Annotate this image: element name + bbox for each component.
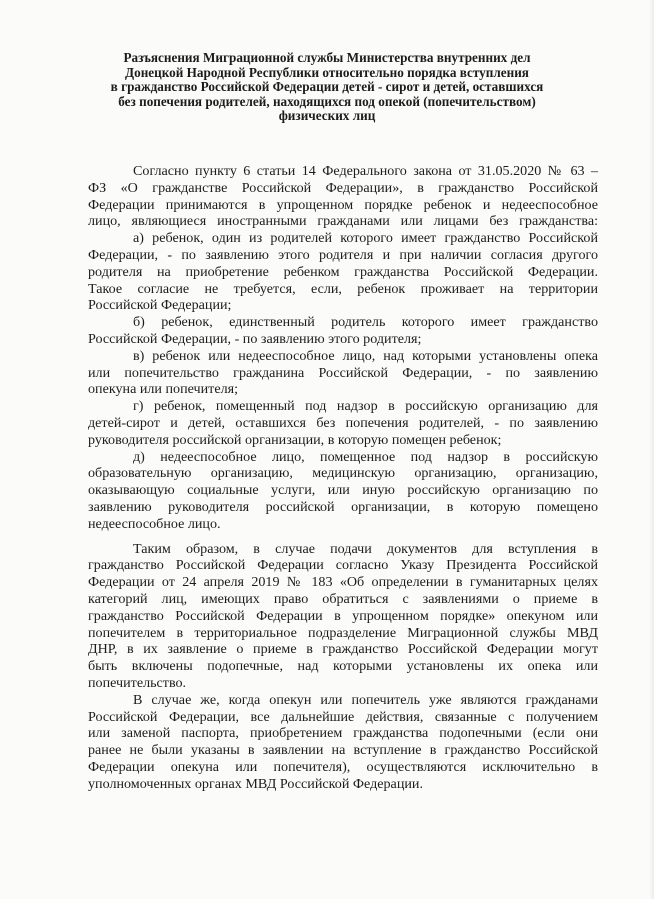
text-line: попечителем в территориальное подразделение Миграционной службы МВД <box>88 624 598 641</box>
paragraph-intro <box>88 163 598 230</box>
page-edge-shadow <box>649 0 654 899</box>
paragraph-item-c <box>88 348 598 398</box>
text-line: Таким образом, в случае подачи документов для вступления в <box>133 540 598 557</box>
title-line: физических лиц <box>278 108 376 124</box>
text-line: недееспособное лицо. <box>88 515 221 532</box>
paragraph-item-a <box>88 230 598 314</box>
text-line: опекуна или попечителя; <box>88 381 239 398</box>
document-body <box>88 163 598 792</box>
text-line: ФЗ «О гражданстве Российской Федерации», в гражданство Российской <box>88 179 598 196</box>
text-line: заявлению руководителя российской организации, в которую помещено <box>88 498 598 515</box>
paragraph-item-e <box>88 449 598 533</box>
text-line: родителя на приобретение ребенком гражданства Российской Федерации. <box>88 263 598 280</box>
text-line: или попечительство гражданина Российской Федерации, - по заявлению <box>88 364 598 381</box>
paragraph-gap <box>88 533 598 541</box>
text-line: д) недееспособное лицо, помещенное под надзор в российскую <box>133 448 598 465</box>
text-line: ДНР, в их заявление о приеме в гражданство Российской Федерации могут <box>88 641 598 658</box>
title-line: без попечения родителей, находящихся под опекой (попечительством) <box>118 93 536 109</box>
text-line: лицо, являющиеся иностранными гражданами или лицами без гражданства: <box>88 213 598 230</box>
paragraph-item-b <box>88 314 598 348</box>
text-line: ранее не были указаны в заявлении на вступление в гражданство Российской <box>88 742 598 759</box>
text-line: попечительство. <box>88 674 187 691</box>
paragraph-conclusion <box>88 541 598 692</box>
text-line: образовательную организацию, медицинскую организацию, организацию, <box>88 465 598 482</box>
text-line: Российской Федерации, все дальнейшие действия, связанные с получением <box>88 708 598 725</box>
text-line: оказывающую социальные услуги, или иную российскую организацию по <box>88 482 598 499</box>
title-line: Разъяснения Миграционной службы Министерства внутренних дел <box>123 50 531 65</box>
text-line: Федерации принимаются в упрощенном порядке ребенок и недееспособное <box>88 196 598 213</box>
text-line: а) ребенок, один из родителей которого имеет гражданство Российской <box>133 230 598 247</box>
text-line: в) ребенок или недееспособное лицо, над которыми установлены опека <box>133 347 598 364</box>
text-line: уполномоченных органах МВД Российской Федерации. <box>88 775 423 792</box>
text-line: г) ребенок, помещенный под надзор в российскую организацию для <box>133 398 598 415</box>
text-line: Федерации опекуна или попечителя), осуществляются исключительно в <box>88 758 598 775</box>
text-line: Российской Федерации; <box>88 297 232 314</box>
text-line: детей-сирот и детей, оставшихся без попечения родителей, - по заявлению <box>88 414 598 431</box>
text-line: Российской Федерации, - по заявлению этого родителя; <box>88 330 422 347</box>
paragraph-final <box>88 692 598 793</box>
document-title <box>60 51 594 124</box>
text-line: или заменой паспорта, приобретением гражданства подопечными (если они <box>88 725 598 742</box>
text-line: Федерации, - по заявлению этого родителя и при наличии согласия другого <box>88 246 598 263</box>
text-line: гражданство Российской Федерации согласно Указу Президента Российской <box>88 557 598 574</box>
title-line: в гражданство Российской Федерации детей - сирот и детей, оставшихся <box>110 79 544 95</box>
text-line: гражданство Российской Федерации в упрощенном порядке» опекуном или <box>88 607 598 624</box>
title-line: Донецкой Народной Республики относительно порядка вступления <box>125 64 529 80</box>
text-line: б) ребенок, единственный родитель которого имеет гражданство <box>133 314 598 331</box>
paragraph-item-d <box>88 398 598 448</box>
text-line: В случае же, когда опекун или попечитель уже являются гражданами <box>133 691 598 708</box>
text-line: Такое согласие не требуется, если, ребенок проживает на территории <box>88 280 598 297</box>
text-line: руководителя российской организации, в которую помещен ребенок; <box>88 431 502 448</box>
text-line: категорий лиц, имеющих право обратиться с заявлениями о приеме в <box>88 590 598 607</box>
text-line: Федерации от 24 апреля 2019 № 183 «Об определении в гуманитарных целях <box>88 574 598 591</box>
text-line: быть включены подопечные, над которыми установлены их опека или <box>88 658 598 675</box>
text-line: Согласно пункту 6 статьи 14 Федерального закона от 31.05.2020 № 63 – <box>133 163 598 179</box>
